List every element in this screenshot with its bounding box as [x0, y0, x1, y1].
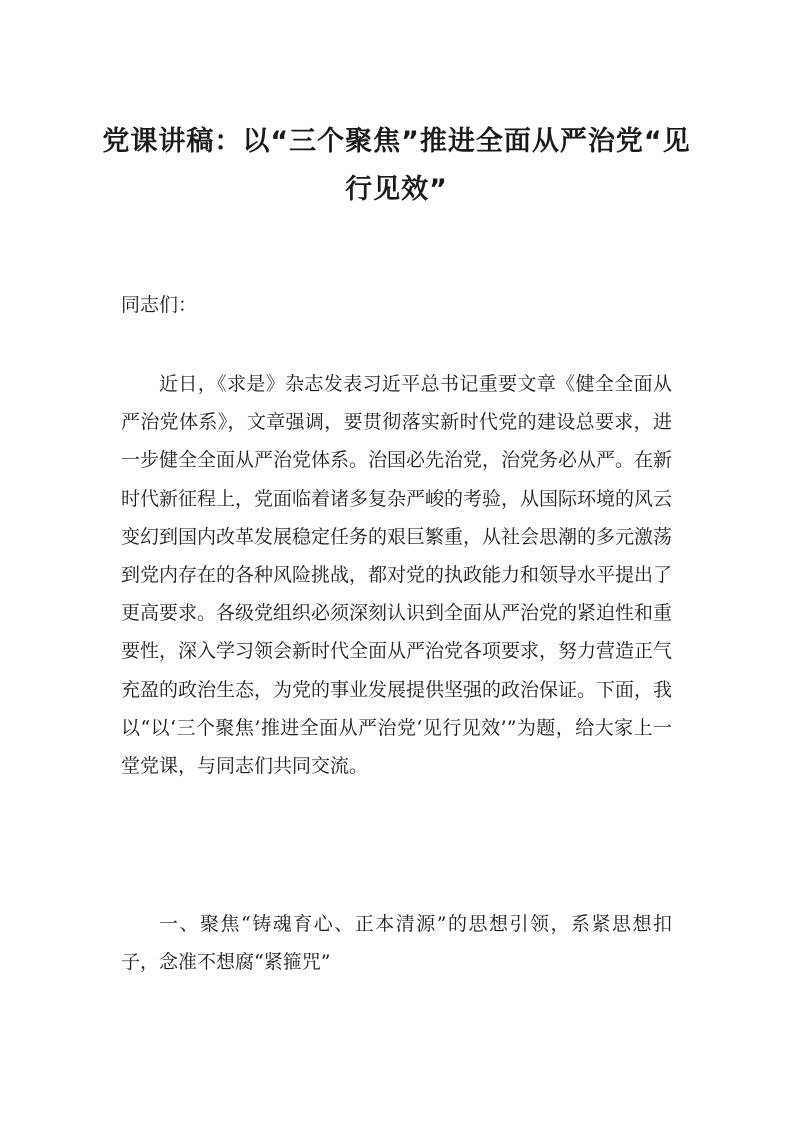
document-title: 党课讲稿：以“三个聚焦”推进全面从严治党“见行见效” — [102, 126, 691, 205]
section-heading: 一、聚焦“铸魂育心、正本清源”的思想引领，系紧思想扣子，念准不想腐“紧箍咒” — [121, 913, 672, 974]
body-paragraph: 近日，《求是》杂志发表习近平总书记重要文章《健全全面从严治党体系》，文章强调，要贯彻落实新时代党的建设总要求，进一步健全全面从严治党体系。治国必先治党，治党务必从严。在新时代新征程上，党面临着诸多复杂严峻的考验，从国际环境的风云变幻到国内改革发展稳定任务的艰巨繁重，从社会思潮的多元激荡到党内存在的各种风险挑战，都对党的执政能力和领导水平提出了更高要求。各级党组织必须深刻认识到全面从严治党的紧迫性和重要性，深入学习领会新时代全面从严治党各项要求，努力营造正气充盈的政治生态，为党的事业发展提供坚强的政治保证。下面，我以“以‘三个聚焦’推进全面从严治党‘见行见效’”为题，给大家上一堂党课，与同志们共同交流。 — [121, 373, 673, 778]
greeting: 同志们： — [121, 294, 198, 316]
